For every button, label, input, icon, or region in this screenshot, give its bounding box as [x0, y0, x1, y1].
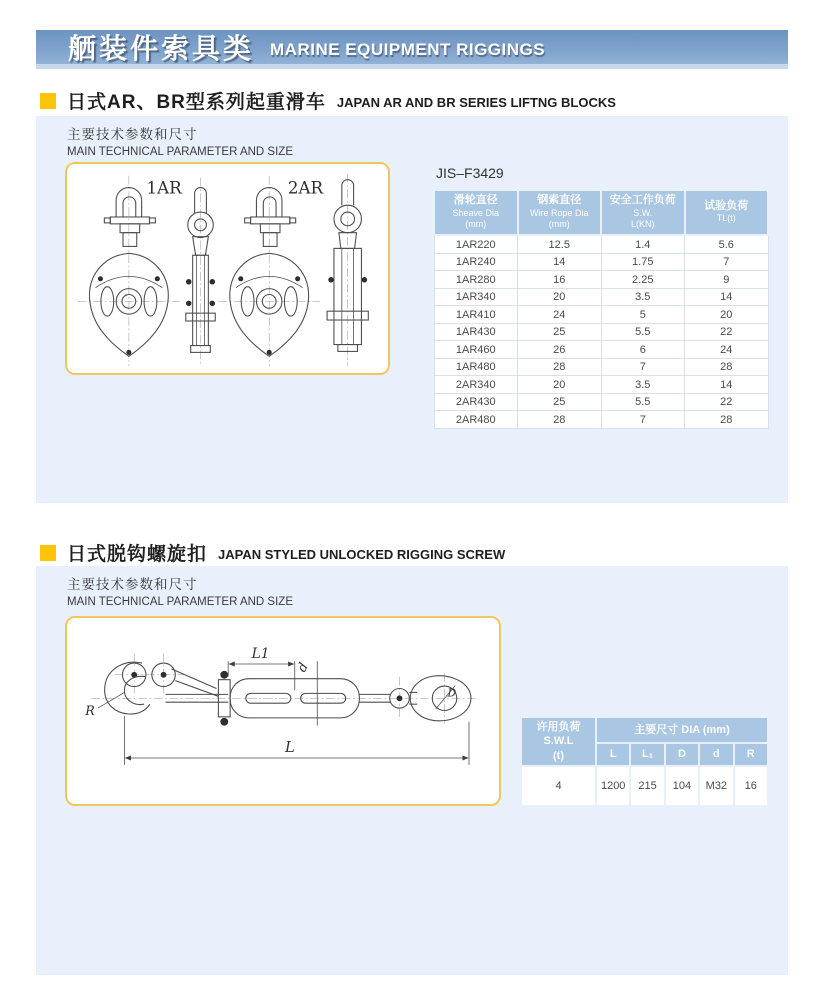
table-cell: 7	[601, 358, 685, 376]
blocks-table-body	[434, 235, 768, 428]
table-cell: 4	[521, 766, 596, 806]
table-row	[434, 288, 768, 306]
screw-table-row	[521, 766, 768, 806]
table-cell: 1AR240	[434, 253, 518, 271]
section1-title-zh: 日式AR、BR型系列起重滑车	[67, 92, 326, 113]
table-cell: 24	[518, 306, 602, 324]
table-cell: 14	[685, 288, 769, 306]
table-cell: 28	[685, 411, 769, 429]
table-cell: 2.25	[601, 271, 685, 289]
table-cell: 24	[685, 341, 769, 359]
param-label-zh: 主要技术参数和尺寸	[67, 127, 198, 142]
rigging-screw-drawing	[67, 618, 499, 804]
table-row	[434, 271, 768, 289]
section2-panel	[36, 566, 788, 975]
table-row	[434, 358, 768, 376]
table-cell: 14	[518, 253, 602, 271]
table-cell: 2AR340	[434, 376, 518, 394]
col-header-d: d	[699, 743, 733, 766]
section2-param-label	[67, 573, 293, 608]
table-cell: 7	[685, 253, 769, 271]
banner-title-en: MARINE EQUIPMENT RIGGINGS	[270, 40, 546, 59]
screw-drawing-box	[65, 616, 501, 806]
table-cell: 16	[518, 271, 602, 289]
col-header-D: D	[665, 743, 699, 766]
label-1ar: 1AR	[146, 178, 182, 198]
table-cell: 26	[518, 341, 602, 359]
table-cell: 28	[518, 411, 602, 429]
table-row	[434, 253, 768, 271]
dim-label-big-d: D	[447, 686, 457, 700]
lifting-blocks-drawing	[67, 164, 388, 373]
param-label-en: MAIN TECHNICAL PARAMETER AND SIZE	[67, 146, 293, 158]
table-cell: 1200	[596, 766, 630, 806]
table-cell: 20	[518, 288, 602, 306]
col-header-swl: 安全工作负荷 S.W. L(KN)	[601, 190, 685, 235]
table-cell: M32	[699, 766, 733, 806]
table-cell: 1AR410	[434, 306, 518, 324]
col-header-test-load: 试验负荷 TL(t)	[685, 190, 769, 235]
table-cell: 22	[685, 393, 769, 411]
table-cell: 12.5	[518, 235, 602, 253]
table-cell: 2AR430	[434, 393, 518, 411]
dim-label-d: d	[293, 659, 312, 675]
section2-title-en: JAPAN STYLED UNLOCKED RIGGING SCREW	[218, 546, 506, 562]
table-row	[434, 341, 768, 359]
dim-label-l1: L1	[251, 646, 270, 663]
table-row	[434, 306, 768, 324]
table-row	[434, 376, 768, 394]
table-cell: 20	[685, 306, 769, 324]
screw-table	[520, 716, 769, 807]
table-cell: 25	[518, 323, 602, 341]
table-cell: 5.5	[601, 393, 685, 411]
table-cell: 14	[685, 376, 769, 394]
col-header-R: R	[734, 743, 768, 766]
table-cell: 104	[665, 766, 699, 806]
banner-title-zh: 舾装件索具类	[68, 33, 255, 64]
col-header-swl: 许用负荷 S.W.L (t)	[521, 717, 596, 766]
table-cell: 5.5	[601, 323, 685, 341]
table-cell: 9	[685, 271, 769, 289]
label-2ar: 2AR	[287, 178, 324, 198]
section2-title-zh: 日式脱钩螺旋扣	[67, 544, 208, 565]
table-cell: 28	[685, 358, 769, 376]
table-cell: 1.75	[601, 253, 685, 271]
table-row	[434, 411, 768, 429]
table-cell: 5.6	[685, 235, 769, 253]
section1-param-label	[67, 123, 293, 158]
hook-end	[105, 653, 229, 714]
standard-code: JIS–F3429	[436, 165, 504, 181]
table-cell: 1AR280	[434, 271, 518, 289]
col-header-L: L	[596, 743, 630, 766]
table-row	[434, 235, 768, 253]
table-cell: 2AR480	[434, 411, 518, 429]
table-cell: 1AR460	[434, 341, 518, 359]
table-row	[434, 393, 768, 411]
col-header-L1: L₁	[630, 743, 664, 766]
table-cell: 20	[518, 376, 602, 394]
table-cell: 1AR430	[434, 323, 518, 341]
blocks-table	[433, 189, 769, 429]
section1-title	[40, 87, 616, 114]
table-cell: 215	[630, 766, 664, 806]
table-cell: 5	[601, 306, 685, 324]
table-cell: 1AR480	[434, 358, 518, 376]
section1-title-en: JAPAN AR AND BR SERIES LIFTNG BLOCKS	[336, 94, 616, 110]
table-cell: 28	[518, 358, 602, 376]
yellow-square-bullet-icon	[40, 93, 56, 109]
yellow-square-bullet-icon	[40, 545, 56, 561]
table-cell: 25	[518, 393, 602, 411]
table-cell: 22	[685, 323, 769, 341]
table-row	[434, 323, 768, 341]
dim-label-r: R	[85, 702, 95, 718]
block-1ar-side-view	[186, 178, 215, 366]
table-cell: 1.4	[601, 235, 685, 253]
blocks-drawing-box	[65, 162, 390, 375]
section1-panel	[36, 116, 788, 503]
table-cell: 1AR220	[434, 235, 518, 253]
section2-title	[40, 539, 505, 566]
block-2ar-side-view	[327, 174, 368, 366]
param-label-zh: 主要技术参数和尺寸	[67, 577, 198, 592]
col-header-main-size: 主要尺寸 DIA (mm)	[596, 717, 768, 743]
table-cell: 1AR340	[434, 288, 518, 306]
table-cell: 7	[601, 411, 685, 429]
param-label-en: MAIN TECHNICAL PARAMETER AND SIZE	[67, 596, 293, 608]
page-banner	[36, 30, 788, 69]
table-cell: 6	[601, 341, 685, 359]
table-cell: 3.5	[601, 376, 685, 394]
table-cell: 16	[734, 766, 768, 806]
dim-label-l: L	[284, 739, 295, 757]
col-header-wire-rope-dia: 钢索直径 Wire Rope Dia (mm)	[518, 190, 602, 235]
col-header-sheave-dia: 滑轮直径 Sheave Dia (mm)	[434, 190, 518, 235]
table-cell: 3.5	[601, 288, 685, 306]
